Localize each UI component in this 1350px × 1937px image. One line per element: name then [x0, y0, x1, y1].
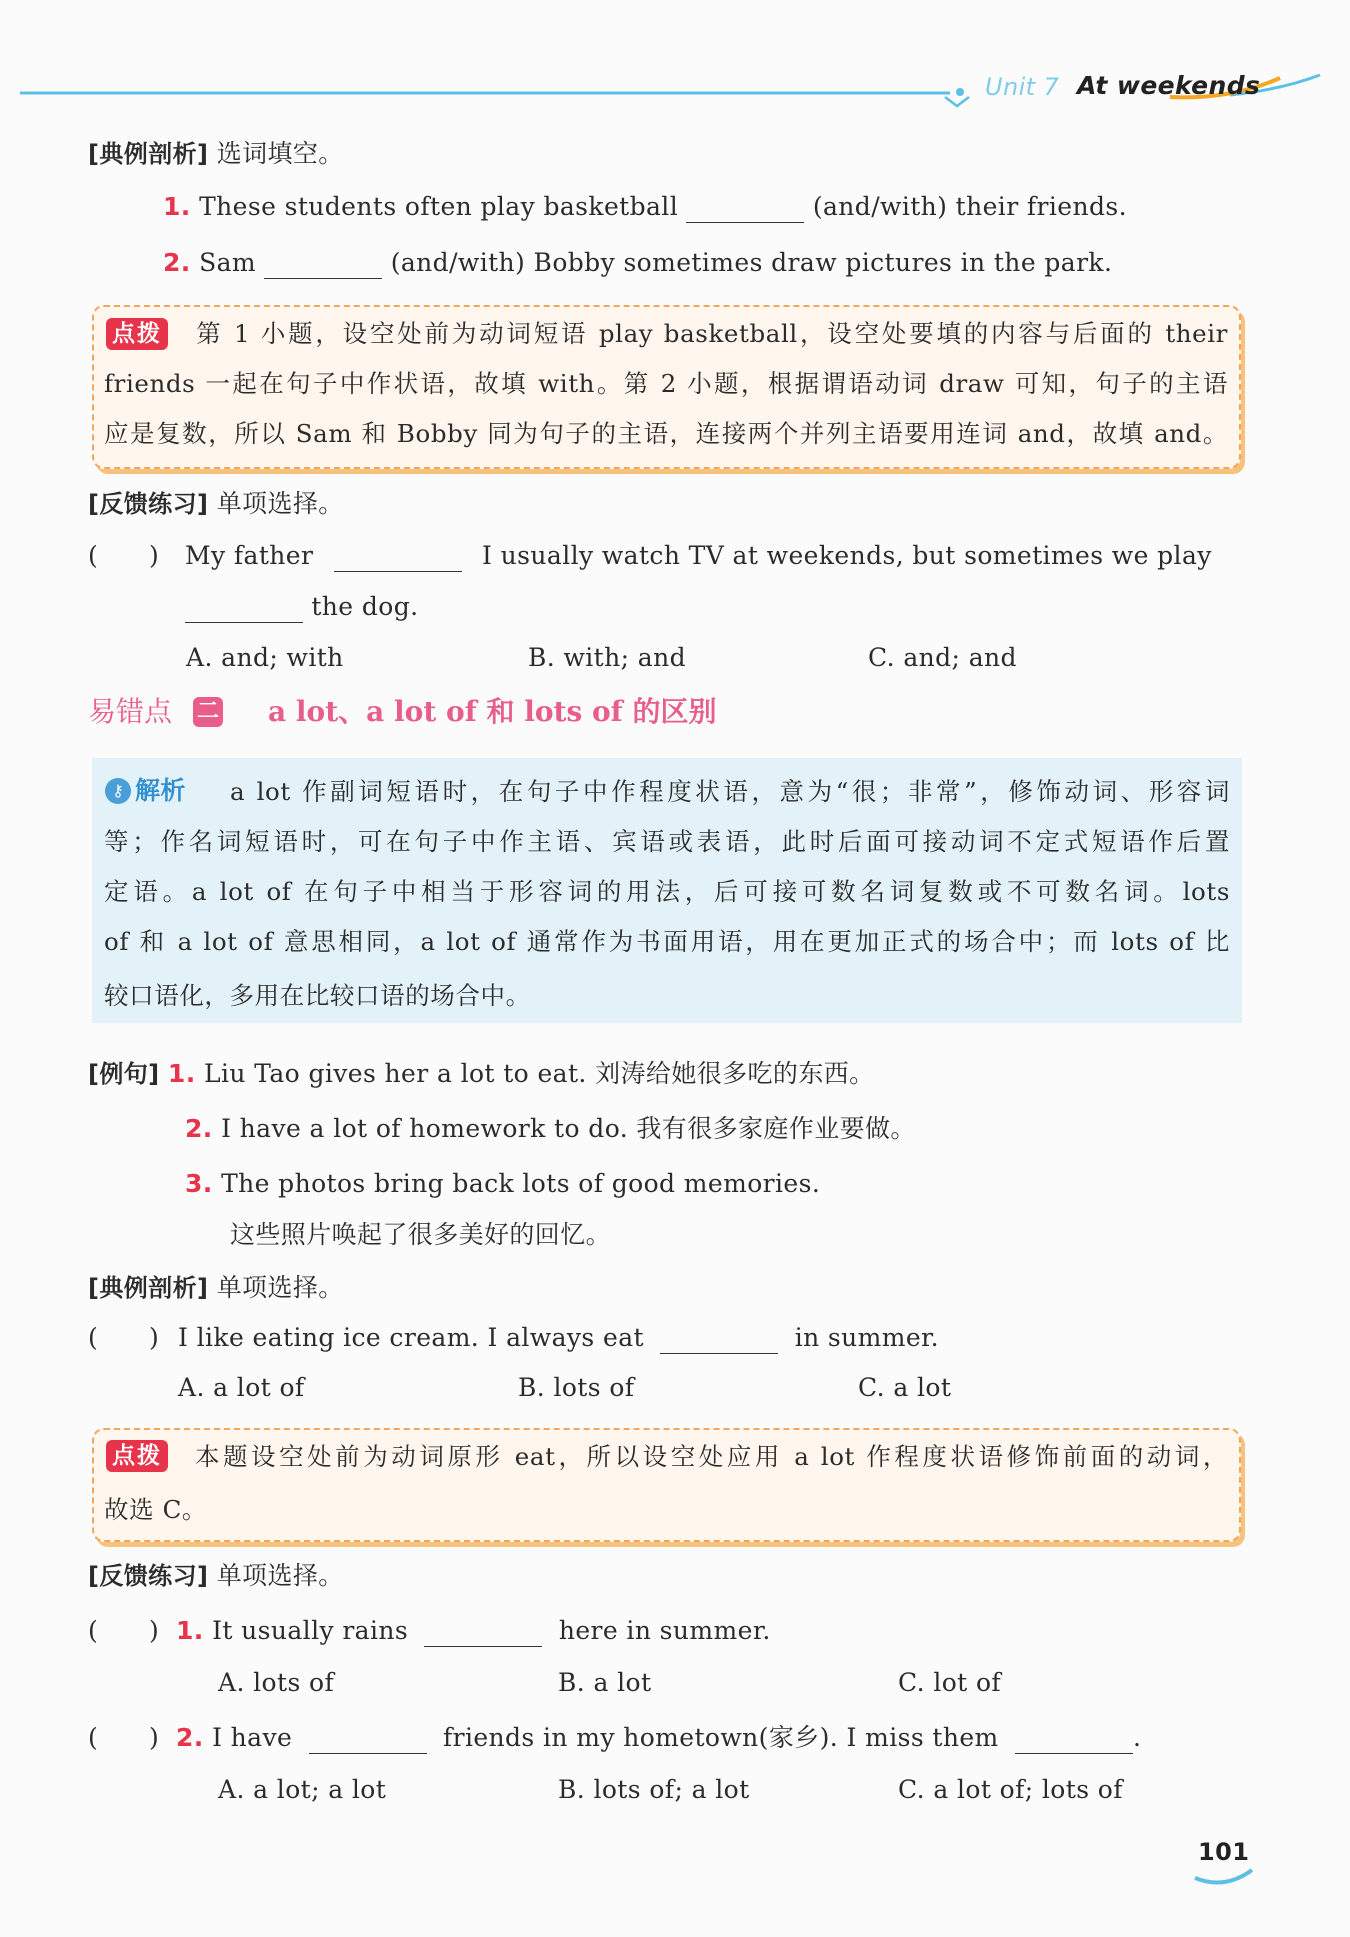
- example2-instruction: 单项选择。: [216, 1273, 344, 1302]
- practice2-instruction: 单项选择。: [216, 1561, 344, 1590]
- examples-item-2: [185, 1113, 916, 1145]
- answer-blank[interactable]: [185, 596, 303, 623]
- item-text: Sam: [199, 248, 256, 277]
- answer-blank[interactable]: [424, 1620, 542, 1647]
- examples-item-3: [185, 1168, 820, 1200]
- question-text: the dog.: [311, 592, 419, 621]
- header-rule: [0, 0, 1350, 120]
- hint-line: 本题设空处前为动词原形 eat，所以设空处应用 a lot 作程度状语修饰前面的动词，: [192, 1442, 1228, 1471]
- item-number: 1.: [176, 1616, 204, 1645]
- option-b[interactable]: B. lots of; a lot: [558, 1775, 750, 1804]
- practice1-instruction: 单项选择。: [216, 489, 344, 518]
- answer-paren[interactable]: ( ): [88, 1616, 160, 1645]
- example2-question: [178, 1322, 939, 1354]
- analysis-text: 较口语化，多用在比较口语的场合中。: [104, 981, 531, 1010]
- item-number: 2.: [185, 1114, 213, 1143]
- hint-line: 应是复数，所以 Sam 和 Bobby 同为句子的主语，连接两个并列主语要用连词 and，故填 and。: [104, 419, 1228, 448]
- unit-label: Unit 7: [985, 73, 1060, 101]
- analysis-text: 定语。a lot of 在句子中相当于形容词的用法，后可接可数名词复数或不可数名词。lots: [104, 877, 1230, 906]
- option-b[interactable]: B. a lot: [558, 1668, 652, 1697]
- question-text: .: [1133, 1723, 1142, 1752]
- example-text: I have a lot of homework to do. 我有很多家庭作业要做。: [221, 1114, 916, 1143]
- option-a[interactable]: A. a lot of: [178, 1373, 305, 1402]
- analysis-key-icon: ⚷: [105, 778, 131, 804]
- example2-tag: [典例剖析]: [88, 1274, 209, 1302]
- hint-badge: 点拨: [106, 318, 168, 350]
- example-text: Liu Tao gives her a lot to eat. 刘涛给她很多吃的东西。: [203, 1059, 875, 1088]
- example2-heading: [88, 1272, 344, 1304]
- hint-line: 第 1 小题，设空处前为动词短语 play basketball，设空处要填的内容与后面的 their: [194, 319, 1228, 348]
- example1-item-1: [163, 191, 1127, 223]
- question-text: My father: [185, 541, 314, 570]
- answer-blank[interactable]: [660, 1327, 778, 1354]
- option-a[interactable]: A. lots of: [218, 1668, 335, 1697]
- item-number: 1.: [163, 192, 191, 221]
- analysis-text: a lot 作副词短语时，在句子中作程度状语，意为“很；非常”，修饰动词、形容词: [230, 777, 1230, 806]
- answer-blank[interactable]: [686, 196, 804, 223]
- option-a[interactable]: A. a lot; a lot: [218, 1775, 387, 1804]
- hint-line: 故选 C。: [104, 1495, 208, 1524]
- analysis-text: of 和 a lot of 意思相同，a lot of 通常作为书面用语，用在更加正式的场合中；而 lots of 比: [104, 927, 1230, 956]
- option-c[interactable]: C. a lot: [858, 1373, 952, 1402]
- answer-paren[interactable]: ( ): [88, 1723, 160, 1752]
- answer-paren[interactable]: ( ): [88, 541, 160, 570]
- section-number-badge: 二: [193, 697, 223, 727]
- practice1-question-2: [185, 591, 418, 623]
- hint-line: friends 一起在句子中作状语，故填 with。第 2 小题，根据谓语动词 draw 可知，句子的主语: [104, 369, 1228, 398]
- practice2-question-2: [176, 1722, 1141, 1754]
- answer-blank[interactable]: [309, 1727, 427, 1754]
- examples-tag: [例句]: [88, 1060, 160, 1088]
- question-text: I like eating ice cream. I always eat: [178, 1323, 644, 1352]
- example-translation: 这些照片唤起了很多美好的回忆。: [230, 1220, 612, 1249]
- option-c[interactable]: C. lot of: [898, 1668, 1002, 1697]
- analysis-text: 等；作名词短语时，可在句子中作主语、宾语或表语，此时后面可接动词不定式短语作后置: [104, 827, 1230, 856]
- item-number: 3.: [185, 1169, 213, 1198]
- hint2-text: [104, 1432, 1228, 1532]
- answer-blank[interactable]: [334, 545, 462, 572]
- question-text: friends in my hometown(家乡). I miss them: [442, 1723, 999, 1752]
- item-number: 1.: [167, 1059, 196, 1088]
- option-b[interactable]: B. lots of: [518, 1373, 635, 1402]
- question-text: in summer.: [794, 1323, 940, 1352]
- item-number: 2.: [163, 248, 191, 277]
- item-text: (and/with) their friends.: [812, 192, 1127, 221]
- practice2-heading: [88, 1560, 344, 1592]
- hint2-text-2: [104, 1494, 207, 1526]
- example1-tag: [典例剖析]: [88, 140, 209, 168]
- question-text: I have: [212, 1723, 293, 1752]
- question-text: I usually watch TV at weekends, but sometimes we play: [482, 541, 1212, 570]
- item-number: 2.: [176, 1723, 204, 1752]
- practice1-question: [185, 540, 1212, 572]
- example1-item-2: [163, 247, 1112, 279]
- practice2-tag: [反馈练习]: [88, 1562, 209, 1590]
- analysis-label: 解析: [135, 776, 186, 805]
- practice1-tag: [反馈练习]: [88, 490, 209, 518]
- question-text: here in summer.: [558, 1616, 771, 1645]
- page-header: [0, 0, 1350, 120]
- practice2-question-1: [176, 1615, 771, 1647]
- example1-instruction: 选词填空。: [216, 139, 344, 168]
- option-a[interactable]: A. and; with: [186, 643, 344, 672]
- example1-heading: [88, 138, 344, 170]
- page-number: 101: [1198, 1838, 1250, 1866]
- item-text: These students often play basketball: [199, 192, 679, 221]
- option-b[interactable]: B. with; and: [528, 643, 686, 672]
- section-label: 易错点: [88, 695, 173, 728]
- example-text: The photos bring back lots of good memories.: [221, 1169, 821, 1198]
- examples-item-1: [88, 1058, 875, 1090]
- answer-blank[interactable]: [264, 252, 382, 279]
- option-c[interactable]: C. and; and: [868, 643, 1017, 672]
- hint-badge: 点拨: [106, 1440, 168, 1472]
- item-text: (and/with) Bobby sometimes draw pictures in the park.: [390, 248, 1113, 277]
- answer-paren[interactable]: ( ): [88, 1323, 160, 1352]
- unit-title: At weekends: [1077, 71, 1261, 100]
- practice1-heading: [88, 488, 344, 520]
- section-title: a lot、a lot of 和 lots of 的区别: [268, 695, 717, 728]
- question-text: It usually rains: [212, 1616, 409, 1645]
- option-c[interactable]: C. a lot of; lots of: [898, 1775, 1123, 1804]
- analysis-line-5: [104, 980, 531, 1012]
- answer-blank[interactable]: [1015, 1727, 1133, 1754]
